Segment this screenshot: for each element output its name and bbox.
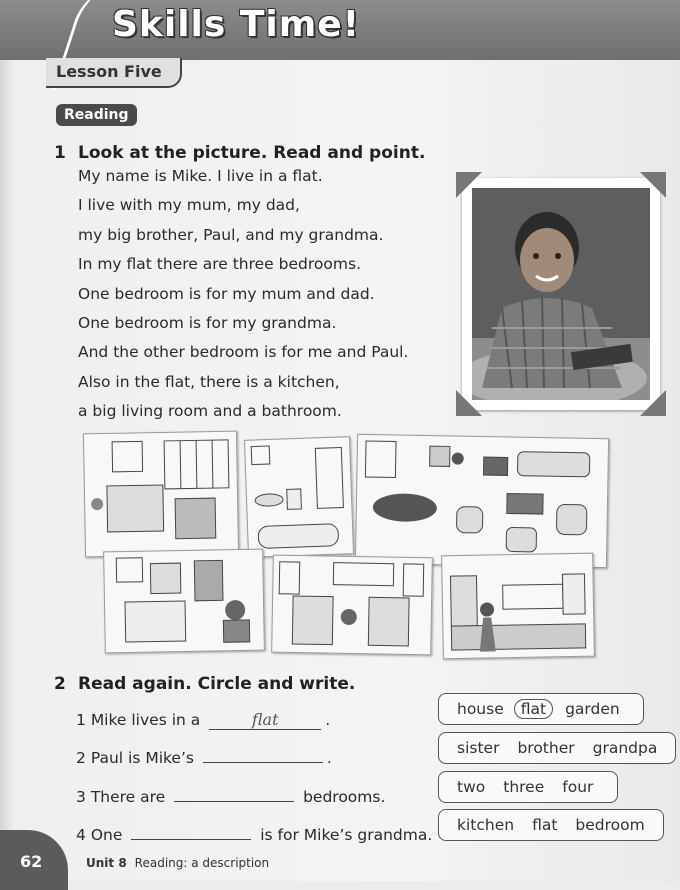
story-line: In my flat there are three bedrooms.: [78, 255, 361, 274]
choice-word[interactable]: brother: [517, 739, 575, 757]
photo-corner: [456, 172, 482, 198]
bedroom-drawing-parents: [83, 431, 239, 558]
question-end: .: [325, 711, 331, 729]
lesson-tab: [46, 58, 182, 88]
boy-photo-frame: [462, 178, 660, 410]
question-text: Mike lives in a: [90, 711, 201, 729]
page-number: 62: [20, 852, 43, 871]
photo-corner: [640, 172, 666, 198]
boy-photo: [472, 188, 650, 400]
story-line: my big brother, Paul, and my grandma.: [78, 225, 384, 244]
living-room-drawing: [355, 434, 609, 568]
choice-word[interactable]: kitchen: [457, 816, 515, 834]
choice-word[interactable]: flat: [532, 816, 558, 834]
answer-blank[interactable]: [174, 801, 294, 802]
bathroom-illustration: [245, 437, 353, 557]
question-end: is for Mike’s grandma.: [260, 826, 433, 844]
exercise-2-instruction: Read again. Circle and write.: [78, 674, 356, 694]
story-line: My name is Mike. I live in a flat.: [78, 167, 323, 185]
question-end: .: [326, 749, 332, 767]
question-text: Paul is Mike’s: [90, 749, 194, 767]
story-line: One bedroom is for my grandma.: [78, 313, 337, 332]
bedroom-illustration: [84, 432, 238, 557]
choice-word[interactable]: sister: [457, 739, 500, 757]
story-line: I live with my mum, my dad,: [78, 196, 300, 215]
grandma-bedroom-illustration: [104, 550, 264, 653]
question-row: [76, 749, 332, 767]
boy-photo-illustration: [472, 188, 650, 400]
story-line: One bedroom is for my mum and dad.: [78, 284, 375, 303]
question-row: [76, 826, 432, 844]
question-number: 3: [76, 788, 86, 806]
boys-bedroom-illustration: [272, 556, 432, 655]
choice-box: [438, 771, 618, 803]
answer-blank[interactable]: flat: [209, 710, 321, 730]
story-text: [78, 166, 458, 431]
choice-word[interactable]: four: [562, 778, 594, 796]
question-number: 4: [76, 826, 86, 844]
photo-corner: [456, 390, 482, 416]
section-badge: Reading: [56, 104, 137, 126]
exercise-2-number: 2: [54, 674, 66, 694]
story-line: And the other bedroom is for me and Paul.: [78, 343, 409, 362]
story-line: a big living room and a bathroom.: [78, 402, 342, 421]
bathroom-drawing: [244, 436, 354, 558]
answer-blank[interactable]: [131, 839, 251, 840]
living-room-illustration: [356, 435, 608, 567]
choice-box: [438, 732, 676, 764]
kitchen-illustration: [442, 554, 594, 659]
choice-word[interactable]: two: [457, 778, 486, 796]
bedroom-drawing-grandma: [103, 549, 265, 654]
choice-word[interactable]: house: [457, 700, 504, 718]
circled-choice-word[interactable]: flat: [514, 699, 553, 719]
page-title: Skills Time!: [112, 4, 361, 45]
exercise-1-heading: [54, 143, 425, 163]
choice-word[interactable]: garden: [565, 700, 620, 718]
lesson-label: Lesson Five: [56, 62, 162, 81]
footer-unit: Unit 8: [86, 856, 127, 870]
question-text: One: [90, 826, 123, 844]
choice-word[interactable]: grandpa: [592, 739, 658, 757]
exercise-1-number: 1: [54, 143, 66, 163]
choice-box: [438, 809, 664, 841]
footer-topic: Reading: a description: [134, 856, 270, 870]
photo-corner: [640, 390, 666, 416]
question-number: 2: [76, 749, 86, 767]
question-text: There are: [90, 788, 166, 806]
choice-word[interactable]: bedroom: [575, 816, 645, 834]
question-row: [76, 710, 330, 730]
answer-blank[interactable]: [203, 762, 323, 763]
story-line: Also in the flat, there is a kitchen,: [78, 372, 340, 391]
exercise-2-heading: [54, 674, 355, 694]
question-number: 1: [76, 711, 86, 729]
choice-box: [438, 693, 644, 725]
kitchen-drawing: [441, 553, 595, 660]
question-row: [76, 788, 385, 806]
choice-word[interactable]: three: [503, 778, 545, 796]
exercise-1-instruction: Look at the picture. Read and point.: [78, 143, 426, 163]
footer-caption: [86, 856, 269, 870]
question-end: bedrooms.: [303, 788, 386, 806]
bedroom-drawing-boys: [271, 555, 433, 656]
